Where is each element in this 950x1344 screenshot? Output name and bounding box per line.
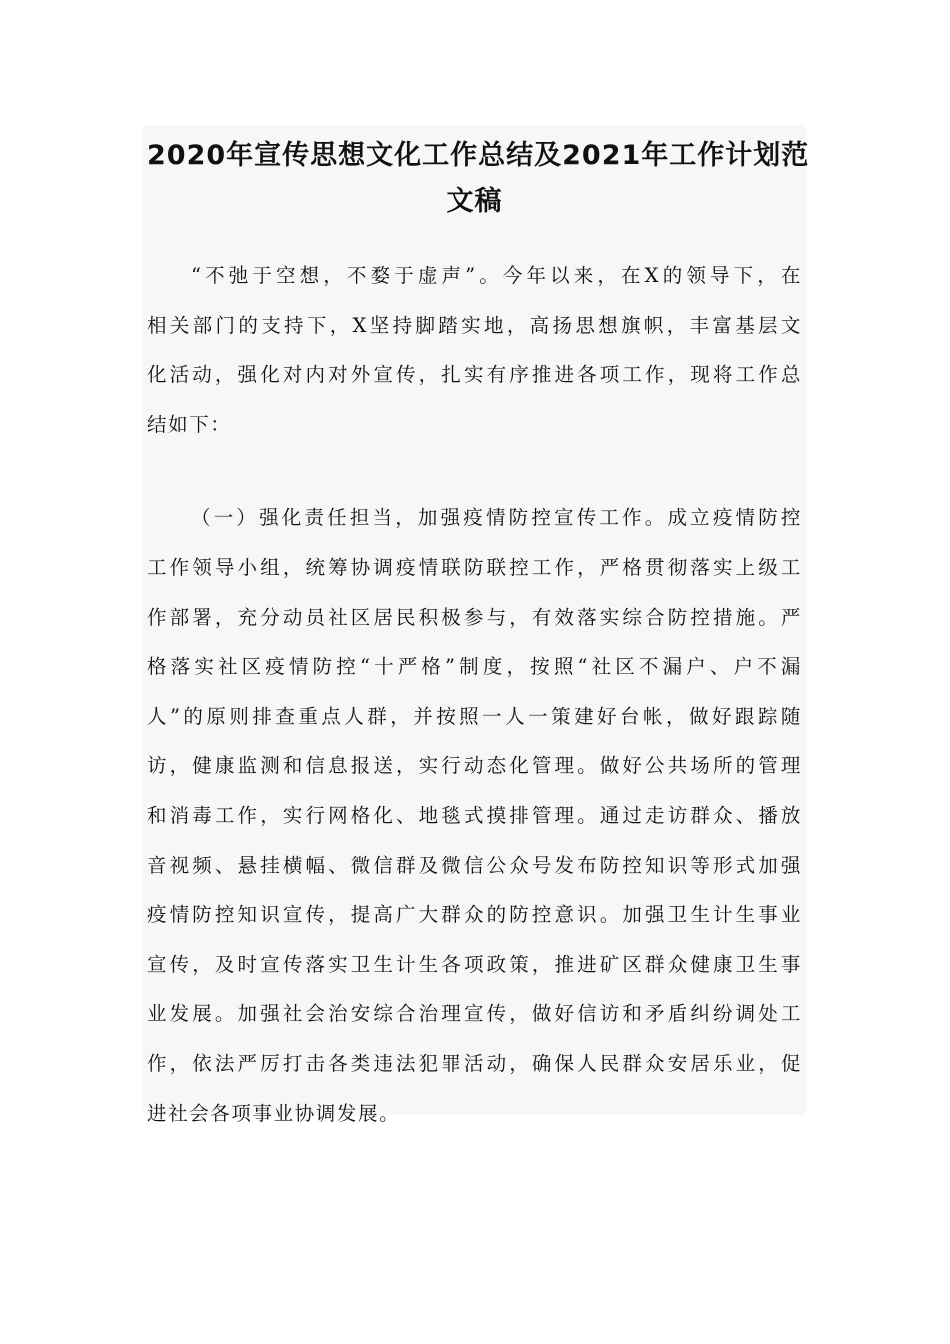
section-1-line: 格落实社区疫情防控“十严格”制度，按照“社区不漏户、户不漏 [147, 655, 802, 679]
document-page [143, 125, 810, 1125]
section-1-line: 进社会各项事业协调发展。 [147, 1101, 401, 1125]
section-1-line: 作，依法严厉打击各类违法犯罪活动，确保人民群众安居乐业，促 [147, 1051, 802, 1075]
section-1-line: （一）强化责任担当，加强疫情防控宣传工作。成立疫情防控 [191, 506, 802, 530]
section-1-line: 疫情防控知识宣传，提高广大群众的防控意识。加强卫生计生事业 [147, 903, 802, 927]
intro-line: 相关部门的支持下，X坚持脚踏实地，高扬思想旗帜，丰富基层文 [147, 313, 802, 337]
intro-paragraph [147, 251, 802, 449]
section-1-line: 宣传，及时宣传落实卫生计生各项政策，推进矿区群众健康卫生事 [147, 952, 802, 976]
intro-line: 结如下： [147, 412, 232, 436]
section-1-line: 业发展。加强社会治安综合治理宣传，做好信访和矛盾纠纷调处工 [147, 1002, 802, 1026]
section-1-line: 人”的原则排查重点人群，并按照一人一策建好台帐，做好跟踪随 [147, 704, 802, 728]
intro-line: 化活动，强化对内对外宣传，扎实有序推进各项工作，现将工作总 [147, 363, 802, 387]
title-line-1: 2020年宣传思想文化工作总结及2021年工作计划范 [147, 140, 810, 171]
section-1-line: 作部署，充分动员社区居民积极参与，有效落实综合防控措施。严 [147, 605, 802, 629]
section-1-line: 访，健康监测和信息报送，实行动态化管理。做好公共场所的管理 [147, 754, 802, 778]
section-1-line: 音视频、悬挂横幅、微信群及微信公众号发布防控知识等形式加强 [147, 853, 802, 877]
intro-line: “不弛于空想，不婺于虚声”。今年以来，在X的领导下，在 [191, 264, 802, 287]
document-title [147, 133, 810, 225]
section-1-line: 工作领导小组，统筹协调疫情联防联控工作，严格贯彻落实上级工 [147, 555, 802, 579]
section-1-paragraph [147, 493, 802, 1138]
title-line-2: 文稿 [446, 186, 503, 217]
section-1-line: 和消毒工作，实行网格化、地毯式摸排管理。通过走访群众、播放 [147, 803, 802, 827]
